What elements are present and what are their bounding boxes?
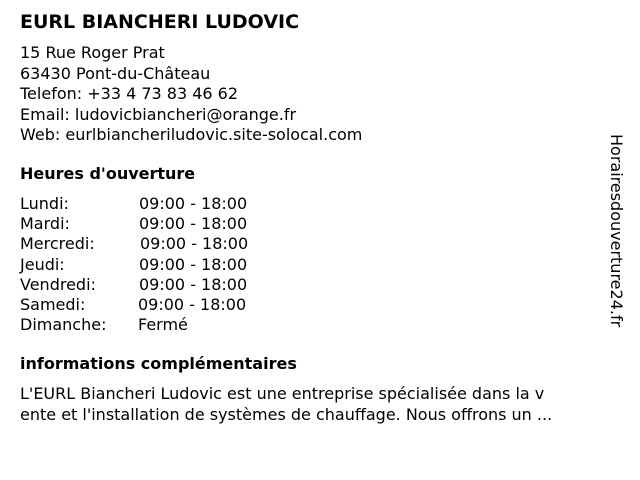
description-line: ente et l'installation de systèmes de chauffage. Nous offrons un ... bbox=[20, 404, 553, 424]
day-label: Mardi: bbox=[20, 214, 70, 234]
website-address: Web: eurlbiancheriludovic.site-solocal.com bbox=[20, 125, 363, 144]
description-line: L'EURL Biancheri Ludovic est une entreprise spécialisée dans la v bbox=[20, 384, 545, 403]
day-hours: Fermé bbox=[138, 315, 188, 335]
day-label: Samedi: bbox=[20, 294, 86, 314]
business-description bbox=[20, 384, 610, 425]
email-address: Email: ludovicbiancheri@orange.fr bbox=[20, 104, 297, 124]
day-hours: 09:00 - 18:00 bbox=[139, 274, 248, 294]
additional-info-heading: informations complémentaires bbox=[20, 354, 297, 373]
day-hours: 09:00 - 18:00 bbox=[139, 194, 248, 213]
opening-hours-heading: Heures d'ouverture bbox=[20, 164, 196, 183]
street-address: 15 Rue Roger Prat bbox=[20, 43, 165, 62]
day-hours: 09:00 - 18:00 bbox=[139, 254, 248, 274]
day-hours: 09:00 - 18:00 bbox=[139, 214, 248, 234]
day-label: Lundi: bbox=[20, 194, 69, 213]
day-label: Dimanche: bbox=[20, 315, 107, 335]
site-watermark: Horairesdouverture24.fr bbox=[607, 134, 626, 328]
day-hours: 09:00 - 18:00 bbox=[140, 234, 249, 254]
day-hours: 09:00 - 18:00 bbox=[138, 294, 247, 314]
business-name: EURL BIANCHERI LUDOVIC bbox=[20, 11, 300, 33]
day-label: Vendredi: bbox=[20, 274, 96, 294]
city-address: 63430 Pont-du-Château bbox=[20, 63, 211, 83]
contact-block bbox=[20, 43, 362, 146]
day-label: Jeudi: bbox=[20, 254, 65, 274]
phone-number: Telefon: +33 4 73 83 46 62 bbox=[20, 84, 239, 103]
day-label: Mercredi: bbox=[20, 234, 95, 254]
